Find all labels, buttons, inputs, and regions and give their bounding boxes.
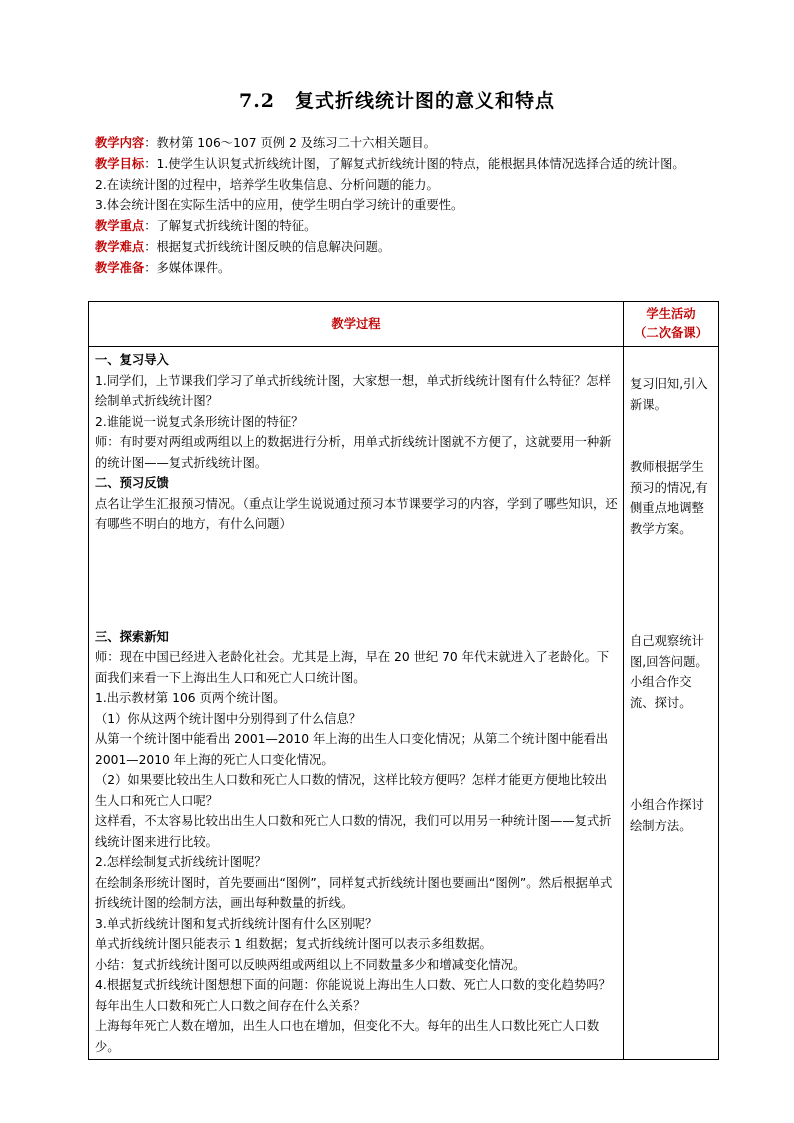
section-3-para-6: 这样看，不太容易比较出出生人口数和死亡人口数的情况，我们可以用另一种统计图——复式折线统计图来进行比较。 [95, 814, 612, 849]
page-title: 7.2 复式折线统计图的意义和特点 [238, 90, 556, 112]
difficulty-line [95, 237, 720, 258]
goal-2: 2.在读统计图的过程中，培养学生收集信息、分析问题的能力。 [95, 177, 439, 192]
section-3-para-10: 单式折线统计图只能表示 1 组数据；复式折线统计图可以表示多组数据。 [95, 937, 492, 951]
goals-text: ：1.使学生认识复式折线统计图，了解复式折线统计图的特点，能根据具体情况选择合适的统计图。 [144, 156, 685, 171]
section-3-para-1: 师：现在中国已经进入老龄化社会。尤其是上海，早在 20 世纪 70 年代末就进入了老龄化。下面我们来看一下上海出生人口和死亡人口统计图。 [95, 650, 610, 685]
spacer [95, 535, 619, 627]
section-3-para-13: 上海每年死亡人数在增加，出生人口也在增加，但变化不大。每年的出生人口数比死亡人口数少。 [95, 1019, 600, 1054]
preparation-label: 教学准备 [95, 260, 145, 275]
section-3-title: 三、探索新知 [95, 629, 169, 644]
table-body-row [89, 347, 719, 1060]
lesson-intro [95, 133, 720, 279]
content-label: 教学内容 [95, 136, 145, 150]
spacer [630, 350, 713, 374]
difficulty-label: 教学难点 [95, 239, 145, 254]
activity-4: 小组合作探讨绘制方法。 [630, 798, 704, 833]
preparation-line [95, 258, 720, 279]
activity-2: 教师根据学生预习的情况,有侧重点地调整教学方案。 [630, 460, 708, 536]
activity-3b: 小组合作交流、探讨。 [630, 675, 692, 710]
process-header: 教学过程 [89, 302, 624, 347]
section-3-para-11: 小结：复式折线统计图可以反映两组或两组以上不同数量多少和增减变化情况。 [95, 957, 526, 972]
activity-header-line2: （二次备课） [634, 326, 708, 340]
section-3-para-2: 1.出示教材第 106 页两个统计图。 [95, 691, 286, 705]
preparation-text: ：多媒体课件。 [144, 260, 231, 275]
goals-line [95, 154, 720, 175]
spacer [630, 539, 713, 631]
content-line [95, 133, 720, 154]
section-1-para-2: 2.谁能说一说复式条形统计图的特征？ [95, 414, 304, 429]
section-3-para-7: 2.怎样绘制复式折线统计图呢？ [95, 855, 267, 869]
difficulty-text: ：根据复式折线统计图反映的信息解决问题。 [144, 239, 391, 254]
lesson-table [88, 301, 719, 1060]
section-1-para-1: 1.同学们，上节课我们学习了单式折线统计图，大家想一想，单式折线统计图有什么特征？怎样绘制单式折线统计图？ [95, 373, 611, 408]
section-1-title: 一、复习导入 [95, 353, 169, 367]
key-point-text: ：了解复式折线统计图的特征。 [144, 219, 317, 234]
section-3-para-5: （2）如果要比较出生人口数和死亡人口数的情况，这样比较方便吗？怎样才能更方便地比较出生人口和死亡人口呢？ [95, 773, 607, 808]
spacer [630, 415, 713, 457]
section-3-para-8: 在绘制条形统计图时，首先要画出“图例”，同样复式折线统计图也要画出“图例”。然后根据单式折线统计图的绘制方法，画出每种数量的折线。 [95, 875, 613, 910]
activity-header-line1: 学生活动 [646, 307, 696, 321]
activity-1: 复习旧知,引入新课。 [630, 377, 708, 412]
table-header-row [89, 302, 719, 347]
section-3-para-4: 从第一个统计图中能看出 2001—2010 年上海的出生人口变化情况；从第二个统计图中能看出 2001—2010 年上海的死亡人口变化情况。 [95, 732, 609, 767]
activity-cell [624, 347, 719, 1060]
section-3-para-12: 4.根据复式折线统计图想想下面的问题：你能说说上海出生人口数、死亡人口数的变化趋势吗？每年出生人口数和死亡人口数之间存在什么关系？ [95, 978, 611, 1013]
section-3-para-3: （1）你从这两个统计图中分别得到了什么信息？ [95, 711, 362, 726]
section-2-title: 二、预习反馈 [95, 476, 169, 490]
key-point-label: 教学重点 [95, 219, 145, 234]
content-text: ：教材第 106～107 页例 2 及练习二十六相关题目。 [144, 136, 436, 150]
section-3-para-9: 3.单式折线统计图和复式折线统计图有什么区别呢？ [95, 916, 378, 931]
activity-header [624, 302, 719, 347]
key-point-line [95, 216, 720, 237]
section-2-para-1: 点名让学生汇报预习情况。（重点让学生说说通过预习本节课要学习的内容，学到了哪些知识，还有哪些不明白的地方，有什么问题） [95, 496, 618, 531]
spacer [630, 713, 713, 795]
goals-label: 教学目标 [95, 156, 145, 171]
activity-3a: 自己观察统计图,回答问题。 [630, 634, 708, 669]
process-cell [89, 347, 624, 1060]
goal-3: 3.体会统计图在实际生活中的应用，使学生明白学习统计的重要性。 [95, 198, 464, 213]
section-1-para-3: 师：有时要对两组或两组以上的数据进行分析，用单式折线统计图就不方便了，这就要用一种新的统计图——复式折线统计图。 [95, 435, 612, 470]
